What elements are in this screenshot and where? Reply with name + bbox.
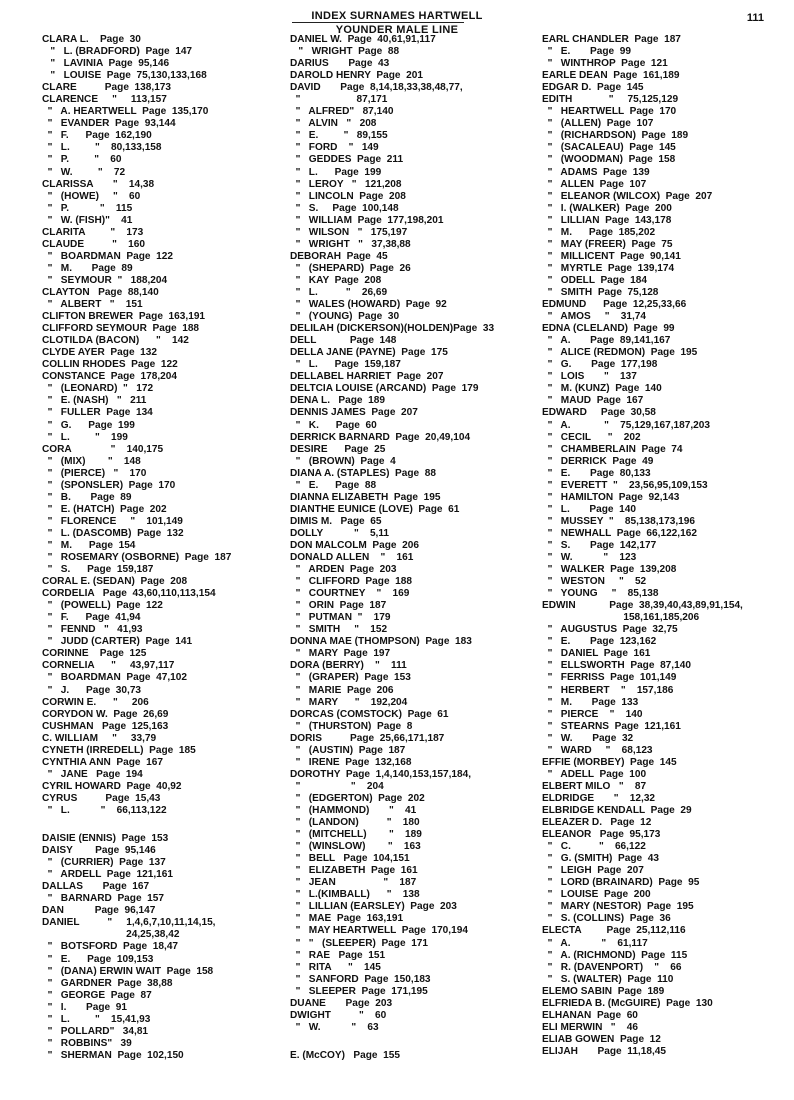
index-entry: CYRUS Page 15,43 [42,792,161,804]
index-entry: DANIEL " 1,4,6,7,10,11,14,15, [42,917,216,929]
index-entry: " KAY Page 208 [290,274,382,286]
index-entry: " ALFRED" 87,140 [290,106,394,118]
index-entry: " LAVINIA Page 95,146 [42,58,170,70]
index-header-title: INDEX SURNAMES HARTWELL [311,10,483,22]
index-entry: " " 204 [290,780,384,792]
index-entry: " L. (DASCOMB) Page 132 [42,527,184,539]
index-entry: " HERBERT " 157,186 [542,684,674,696]
index-entry: " GARDNER Page 38,88 [42,977,173,989]
index-entry: CUSHMAN Page 125,163 [42,720,169,732]
index-entry: " LINCOLN Page 208 [290,190,406,202]
index-entry: " FORD " 149 [290,142,379,154]
index-entry: EDNA (CLELAND) Page 99 [542,323,675,335]
index-entry: " SHERMAN Page 102,150 [42,1049,184,1061]
index-entry: " WRIGHT Page 88 [290,46,400,58]
index-entry: " BOARDMAN Page 122 [42,250,173,262]
index-entry: " RITA " 145 [290,961,381,973]
index-entry: DANIEL W. Page 40,61,91,117 [290,34,436,45]
index-entry: " G. (SMITH) Page 43 [542,853,659,865]
index-entry: DELTCIA LOUISE (ARCAND) Page 179 [290,383,479,395]
index-entry: " COURTNEY " 169 [290,588,410,600]
index-entry: " YOUNG " 85,138 [542,588,659,600]
index-entry: " SANFORD Page 150,183 [290,973,431,985]
index-entry: " B. Page 89 [42,491,132,503]
index-entry: CLOTILDA (BACON) " 142 [42,335,189,347]
index-entry: " (SACALEAU) Page 145 [542,142,676,154]
index-entry: 24,25,38,42 [42,929,180,941]
index-entry: " L. " 66,113,122 [42,805,167,816]
index-entry: " ROBBINS" 39 [42,1037,132,1049]
index-entry: " G. Page 199 [42,419,135,431]
index-entry: " L. " 15,41,93 [42,1013,151,1025]
index-entry: " J. Page 30,73 [42,684,142,696]
index-entry: " BELL Page 104,151 [290,853,410,865]
index-entry: " MARY " 192,204 [290,696,408,708]
index-entry: " LOIS " 137 [542,371,637,383]
index-entry: " M. Page 154 [42,539,136,551]
index-entry: CORDELIA Page 43,60,110,113,154 [42,588,216,600]
index-entry: " SLEEPER Page 171,195 [290,985,428,997]
index-entry: " W. Page 32 [542,732,634,744]
index-entry: " (MITCHELL) " 189 [290,829,422,841]
index-entry: CYNTHIA ANN Page 167 [42,756,163,768]
index-entry: " BARNARD Page 157 [42,893,165,905]
index-entry: " F. Page 41,94 [42,612,141,624]
index-entry: " I. Page 91 [42,1001,128,1013]
index-entry: " (LEONARD) " 172 [42,383,154,395]
index-entry: " MARY Page 197 [290,648,391,660]
index-entry: " FERRISS Page 101,149 [542,672,677,684]
index-entry: DON MALCOLM Page 206 [290,539,419,551]
index-entry: EDMUND Page 12,25,33,66 [542,299,687,311]
index-entry: " SMITH Page 75,128 [542,286,659,298]
index-entry: DALLAS Page 167 [42,881,150,893]
index-entry: CONSTANCE Page 178,204 [42,371,178,383]
index-entry: " E. Page 99 [542,46,631,58]
index-entry: " M. Page 89 [42,262,133,274]
index-entry: " W. " 123 [542,552,637,564]
index-entry: " WINTHROP Page 121 [542,58,668,70]
index-entry: " S. Page 100,148 [290,202,399,214]
index-entry: " L. " 80,133,158 [42,142,162,154]
index-entry: " W. " 63 [290,1021,379,1033]
index-entry: " P. " 115 [42,202,133,214]
index-entry: " (EDGERTON) Page 202 [290,792,425,804]
index-entry: " ELEANOR (WILCOX) Page 207 [542,190,713,202]
index-entry: " ALBERT " 151 [42,299,143,311]
index-entry: " (GRAPER) Page 153 [290,672,411,684]
index-entry: " GEDDES Page 211 [290,154,404,166]
index-entry: " SEYMOUR " 188,204 [42,274,168,286]
index-entry: DAN Page 96,147 [42,905,156,917]
index-entry: ELECTA Page 25,112,116 [542,925,686,937]
index-entry: " WALKER Page 139,208 [542,564,677,576]
index-entry: " L. (BRADFORD) Page 147 [42,46,193,58]
index-entry: DENNIS JAMES Page 207 [290,407,418,419]
index-entry: " (LANDON) " 180 [290,817,420,829]
index-entry: " (SHEPARD) Page 26 [290,262,411,274]
index-entry: " WALES (HOWARD) Page 92 [290,299,447,311]
index-entry: DELILAH (DICKERSON)(HOLDEN)Page 33 [290,323,495,335]
index-entry: " FENND " 41,93 [42,624,143,636]
index-entry: " MYRTLE Page 139,174 [542,262,675,274]
section-gap [290,1034,552,1050]
index-entry: DORCAS (COMSTOCK) Page 61 [290,708,449,720]
index-entry: " NEWHALL Page 66,122,162 [542,527,697,539]
index-entry: " CECIL " 202 [542,431,641,443]
index-entry: CORWIN E. " 206 [42,696,149,708]
index-entry: " MAE Page 163,191 [290,913,404,925]
index-entry: " DANIEL Page 161 [542,648,651,660]
index-entry: DELLABEL HARRIET Page 207 [290,371,444,383]
index-entry: " I. (WALKER) Page 200 [542,202,672,214]
index-entry: " STEARNS Page 121,161 [542,720,681,732]
index-entry: " ELLSWORTH Page 87,140 [542,660,691,672]
index-entry: DIANTHE EUNICE (LOVE) Page 61 [290,503,460,515]
index-entry: CORYDON W. Page 26,69 [42,708,169,720]
index-entry: " LEROY " 121,208 [290,178,402,190]
index-entry: " AMOS " 31,74 [542,311,646,323]
index-entry: " GEORGE Page 87 [42,989,152,1001]
index-entry: CYNETH (IRREDELL) Page 185 [42,744,196,756]
index-entry: " S. (COLLINS) Page 36 [542,913,671,925]
index-entry: " S. Page 159,187 [42,564,154,576]
index-column-2 [290,34,552,1062]
index-entry: DONALD ALLEN " 161 [290,552,414,564]
index-entry: " MAY (FREER) Page 75 [542,238,673,250]
index-entry: " E. Page 109,153 [42,953,154,965]
index-entry: " K. Page 60 [290,419,377,431]
index-entry: " (RICHARDSON) Page 189 [542,130,689,142]
index-entry: " E. (HATCH) Page 202 [42,503,167,515]
index-entry: DUANE Page 203 [290,997,393,1009]
index-entry: " WILLIAM Page 177,198,201 [290,214,444,226]
index-entry: " L. Page 199 [290,166,382,178]
index-entry: " (SPONSLER) Page 170 [42,479,176,491]
index-entry: " (CURRIER) Page 137 [42,857,166,869]
index-entry: " ARDEN Page 203 [290,564,397,576]
index-entry: " DERRICK Page 49 [542,455,654,467]
index-entry: " ELIZABETH Page 161 [290,865,418,877]
index-entry: DONNA MAE (THOMPSON) Page 183 [290,636,472,648]
index-entry: " A. " 61,117 [542,937,648,949]
index-entry: " CLIFFORD Page 188 [290,576,413,588]
index-entry: ELEAZER D. Page 12 [542,817,652,829]
index-entry: ELFRIEDA B. (McGUIRE) Page 130 [542,997,713,1009]
index-entry: " LORD (BRAINARD) Page 95 [542,877,700,889]
index-entry: " R. (DAVENPORT) " 66 [542,961,682,973]
index-entry: 158,161,185,206 [542,612,700,624]
index-entry: " L. Page 140 [542,503,636,515]
index-entry: DARIUS Page 43 [290,58,390,70]
index-entry: DESIRE Page 25 [290,443,386,455]
index-entry: DAVID Page 8,14,18,33,38,48,77, [290,82,463,94]
index-column-1 [42,34,304,1062]
index-entry: " LILLIAN Page 143,178 [542,214,672,226]
index-entry: DAISY Page 95,146 [42,845,156,857]
index-entry: CORAL E. (SEDAN) Page 208 [42,576,188,588]
index-entry: DEBORAH Page 45 [290,250,388,262]
index-entry: ELDRIDGE " 12,32 [542,792,656,804]
index-entry: " MARIE Page 206 [290,684,394,696]
index-entry: CORNELIA " 43,97,117 [42,660,175,672]
index-entry: ELEMO SABIN Page 189 [542,985,665,997]
index-entry: DOLLY " 5,11 [290,527,390,539]
index-entry: " EVANDER Page 93,144 [42,118,176,130]
index-entry: " E. Page 80,133 [542,467,651,479]
index-entry: CYRIL HOWARD Page 40,92 [42,780,182,792]
index-entry: " ALLEN Page 107 [542,178,647,190]
index-entry: EDITH " 75,125,129 [542,94,679,106]
index-entry: DIANNA ELIZABETH Page 195 [290,491,441,503]
index-entry: " M. (KUNZ) Page 140 [542,383,662,395]
index-entry: " ORIN Page 187 [290,600,387,612]
index-entry: " (POWELL) Page 122 [42,600,163,612]
index-entry: " G. Page 177,198 [542,359,658,371]
index-entry: DELL Page 148 [290,335,397,347]
index-entry: EARL CHANDLER Page 187 [542,34,681,45]
index-entry: " (YOUNG) Page 30 [290,311,400,323]
index-entry: EFFIE (MORBEY) Page 145 [542,756,677,768]
index-entry: ELBERT MILO " 87 [542,780,647,792]
index-entry: CLARISSA " 14,38 [42,178,155,190]
index-entry: " W. " 72 [42,166,126,178]
index-entry: CORA " 140,175 [42,443,164,455]
index-entry: CLYDE AYER Page 132 [42,347,158,359]
index-entry: " BOTSFORD Page 18,47 [42,941,179,953]
index-entry: " (MIX) " 148 [42,455,141,467]
index-entry: " FLORENCE " 101,149 [42,515,183,527]
index-entry: " C. " 66,122 [542,841,646,853]
index-entry: " (WOODMAN) Page 158 [542,154,676,166]
index-entry: CLARENCE " 113,157 [42,94,167,106]
index-entry: " WESTON " 52 [542,576,647,588]
index-entry: DAISIE (ENNIS) Page 153 [42,833,169,845]
index-entry: " IRENE Page 132,168 [290,756,412,768]
index-entry: " E. Page 123,162 [542,636,657,648]
index-entry: " (PIERCE) " 170 [42,467,147,479]
index-entry: CLIFFORD SEYMOUR Page 188 [42,323,200,335]
index-entry: " PUTMAN " 179 [290,612,391,624]
index-entry: ELIAB GOWEN Page 12 [542,1033,661,1045]
index-entry: " LOUISE Page 75,130,133,168 [42,70,207,82]
index-entry: " S. (WALTER) Page 110 [542,973,674,985]
index-entry: CLARITA " 173 [42,226,144,238]
index-entry: " BOARDMAN Page 47,102 [42,672,188,684]
index-entry: EDWIN Page 38,39,40,43,89,91,154, [542,600,743,612]
index-entry: ELHANAN Page 60 [542,1009,638,1021]
index-entry: " (THURSTON) Page 8 [290,720,413,732]
index-entry: " JUDD (CARTER) Page 141 [42,636,193,648]
index-entry: C. WILLIAM " 33,79 [42,732,157,744]
index-entry: " A. Page 89,141,167 [542,335,671,347]
index-entry: " POLLARD" 34,81 [42,1025,149,1037]
index-entry: " MAUD Page 167 [542,395,644,407]
index-header-subtitle: YOUNDER MALE LINE [335,24,459,36]
index-entry: " ADAMS Page 139 [542,166,650,178]
index-column-3 [542,34,794,1058]
index-entry: " ADELL Page 100 [542,768,647,780]
index-entry: DORIS Page 25,66,171,187 [290,732,445,744]
index-entry: DELLA JANE (PAYNE) Page 175 [290,347,448,359]
index-entry: " W. (FISH)" 41 [42,214,133,226]
index-entry: DIMIS M. Page 65 [290,515,382,527]
index-entry: ELI MERWIN " 46 [542,1021,639,1033]
index-entry: " (AUSTIN) Page 187 [290,744,406,756]
index-entry: DOROTHY Page 1,4,140,153,157,184, [290,768,472,780]
index-entry: " JANE Page 194 [42,768,143,780]
index-entry: CLAYTON Page 88,140 [42,286,159,298]
index-entry: " F. Page 162,190 [42,130,152,142]
index-entry: " ROSEMARY (OSBORNE) Page 187 [42,552,232,564]
index-entry: DWIGHT " 60 [290,1009,387,1021]
index-entry: " JEAN " 187 [290,877,417,889]
index-entry: " (WINSLOW) " 163 [290,841,421,853]
index-entry: " (BROWN) Page 4 [290,455,396,467]
index-entry: " A. " 75,129,167,187,203 [542,419,710,431]
index-entry: " RAE Page 151 [290,949,386,961]
index-entry: COLLIN RHODES Page 122 [42,359,178,371]
index-entry: " HAMILTON Page 92,143 [542,491,680,503]
index-entry: " A. (RICHMOND) Page 115 [542,949,688,961]
index-entry: " L. Page 159,187 [290,359,401,371]
index-entry: " M. Page 185,202 [542,226,656,238]
index-entry: " E. Page 88 [290,479,377,491]
index-entry: " ARDELL Page 121,161 [42,869,174,881]
index-entry: " MARY (NESTOR) Page 195 [542,901,694,913]
index-entry: " EVERETT " 23,56,95,109,153 [542,479,708,491]
index-entry: " ODELL Page 184 [542,274,648,286]
index-entry: " HEARTWELL Page 170 [542,106,677,118]
index-entry: EDGAR D. Page 145 [542,82,644,94]
index-entry: " L. " 199 [42,431,128,443]
index-entry: " MAY HEARTWELL Page 170,194 [290,925,468,937]
index-entry: " MILLICENT Page 90,141 [542,250,681,262]
header-rule [292,22,464,23]
index-entry: DENA L. Page 189 [290,395,385,407]
index-entry: EARLE DEAN Page 161,189 [542,70,680,82]
index-entry: DAROLD HENRY Page 201 [290,70,423,82]
index-entry: ELIJAH Page 11,18,45 [542,1045,666,1057]
index-entry: " WARD " 68,123 [542,744,653,756]
index-entry: DIANA A. (STAPLES) Page 88 [290,467,437,479]
index-entry: " LEIGH Page 207 [542,865,644,877]
index-entry: CORINNE Page 125 [42,648,147,660]
index-entry: " (HAMMOND) " 41 [290,805,417,816]
index-entry: " LILLIAN (EARSLEY) Page 203 [290,901,457,913]
index-entry: " (ALLEN) Page 107 [542,118,654,130]
index-entry: " L. " 26,69 [290,286,388,298]
index-entry: " MUSSEY " 85,138,173,196 [542,515,696,527]
index-entry: ELBRIDGE KENDALL Page 29 [542,805,692,816]
index-entry: CLARA L. Page 30 [42,34,141,45]
index-entry: " SMITH " 152 [290,624,388,636]
index-entry: " M. Page 133 [542,696,639,708]
section-gap [42,817,304,833]
index-entry: " " (SLEEPER) Page 171 [290,937,429,949]
index-entry: " (HOWE) " 60 [42,190,141,202]
index-entry: " FULLER Page 134 [42,407,153,419]
index-entry: CLARE Page 138,173 [42,82,172,94]
index-entry: E. (McCOY) Page 155 [290,1049,400,1061]
index-entry: " LOUISE Page 200 [542,889,651,901]
index-entry: " E. " 89,155 [290,130,388,142]
index-entry: DERRICK BARNARD Page 20,49,104 [290,431,471,443]
index-entry: CLIFTON BREWER Page 163,191 [42,311,206,323]
index-entry: " P. " 60 [42,154,122,166]
index-entry: DORA (BERRY) " 111 [290,660,407,672]
index-entry: " ALVIN " 208 [290,118,377,130]
index-entry: " 87,171 [290,94,388,106]
index-entry: " WRIGHT " 37,38,88 [290,238,411,250]
page-number: 111 [746,12,764,24]
index-entry: " PIERCE " 140 [542,708,643,720]
index-entry: " A. HEARTWELL Page 135,170 [42,106,209,118]
index-entry: " WILSON " 175,197 [290,226,408,238]
index-entry: " (DANA) ERWIN WAIT Page 158 [42,965,214,977]
index-entry: " E. (NASH) " 211 [42,395,147,407]
index-entry: " AUGUSTUS Page 32,75 [542,624,678,636]
index-entry: " ALICE (REDMON) Page 195 [542,347,698,359]
index-entry: ELEANOR Page 95,173 [542,829,661,841]
index-entry: " CHAMBERLAIN Page 74 [542,443,683,455]
index-entry: EDWARD Page 30,58 [542,407,656,419]
index-entry: " S. Page 142,177 [542,539,657,551]
index-entry: " L.(KIMBALL) " 138 [290,889,420,901]
index-entry: CLAUDE " 160 [42,238,145,250]
